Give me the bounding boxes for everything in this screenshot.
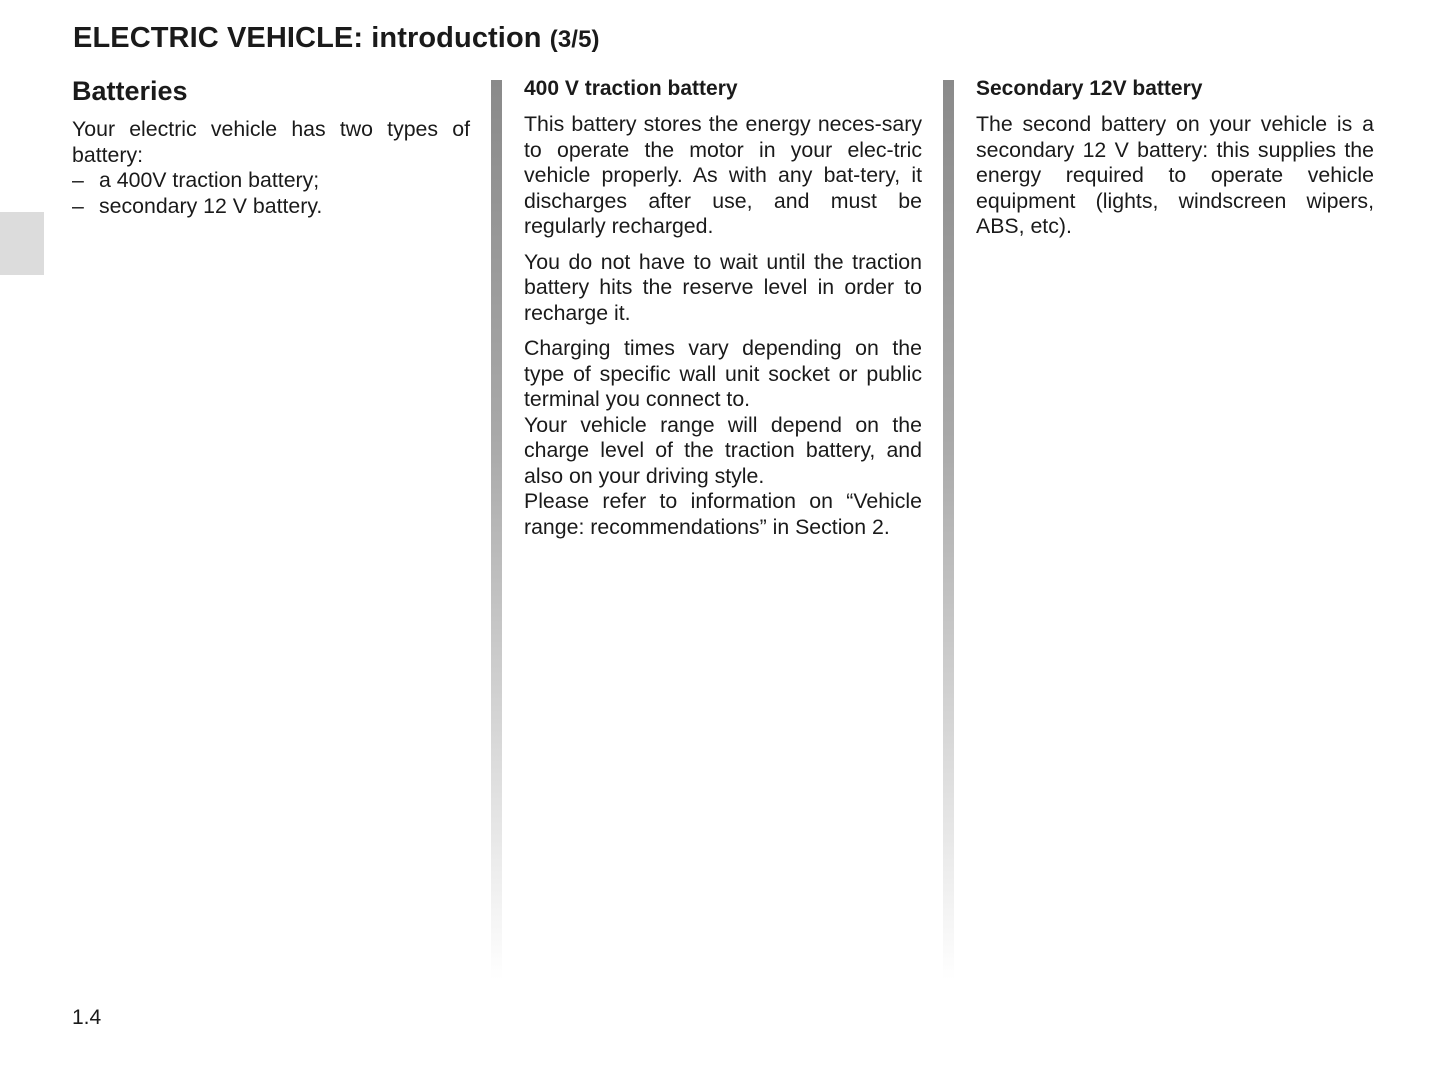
- traction-paragraph: You do not have to wait until the traction battery hits the reserve level in order to recharge it.: [524, 249, 922, 325]
- list-dash: –: [72, 193, 84, 218]
- traction-paragraph: Please refer to information on “Vehicle range: recommendations” in Section 2.: [524, 489, 922, 539]
- page-title-part: (3/5): [549, 26, 600, 53]
- battery-types-list: [72, 168, 470, 219]
- traction-battery-heading: 400 V traction battery: [524, 77, 738, 100]
- batteries-column: [72, 76, 470, 219]
- batteries-intro: Your electric vehicle has two types of battery:: [72, 117, 470, 167]
- list-item: [72, 168, 470, 194]
- traction-paragraph: This battery stores the energy neces-sary to operate the motor in your elec-tric vehicle properly. As with any bat-tery, it discharges after use, and must be regularly recharged.: [524, 112, 922, 238]
- secondary-paragraph: The second battery on your vehicle is a secondary 12 V battery: this supplies the energy required to operate vehicle equipment (lights, windscreen wipers, ABS, etc).: [976, 112, 1374, 238]
- secondary-battery-column: [976, 76, 1374, 250]
- traction-battery-column: [524, 76, 922, 540]
- traction-paragraph: Your vehicle range will depend on the charge level of the traction battery, and also on your driving style.: [524, 412, 922, 488]
- section-tab-marker: [0, 212, 44, 275]
- list-item-text: a 400V traction battery;: [99, 168, 320, 192]
- list-item: [72, 194, 470, 220]
- secondary-battery-heading: Secondary 12V battery: [976, 77, 1203, 100]
- list-dash: –: [72, 168, 84, 192]
- page-title: [73, 22, 600, 55]
- column-divider: [491, 80, 502, 980]
- list-item-text: secondary 12 V battery.: [99, 193, 323, 218]
- batteries-heading: Batteries: [72, 76, 188, 106]
- traction-paragraph: Charging times vary depending on the type of specific wall unit socket or public terminal you connect to.: [524, 336, 922, 411]
- page-number: 1.4: [72, 1006, 102, 1029]
- page-title-main: ELECTRIC VEHICLE: introduction: [73, 22, 542, 54]
- column-divider: [943, 80, 954, 980]
